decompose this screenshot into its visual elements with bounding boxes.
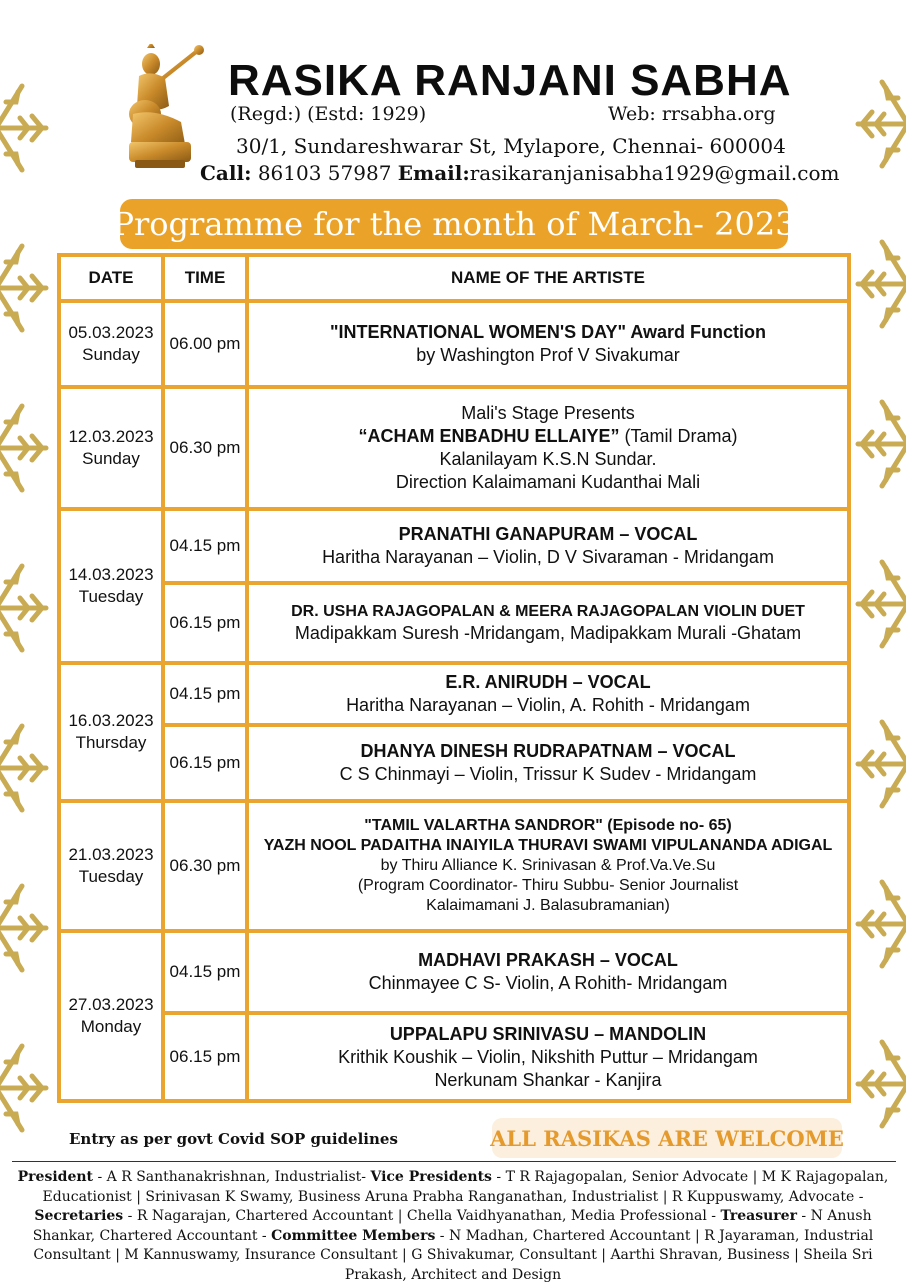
snowflake-icon xyxy=(852,394,906,494)
sabha-title: RASIKA RANJANI SABHA xyxy=(228,56,792,105)
footer-members: - R Nagarajan, Chartered Accountant | Chella Vaidhyanathan, Media Professional - xyxy=(123,1208,721,1224)
event-time: 06.15 pm xyxy=(163,583,247,663)
artiste-title: "TAMIL VALARTHA SANDROR" (Episode no- 65) xyxy=(364,817,732,834)
artiste-detail: Nerkunam Shankar - Kanjira xyxy=(434,1069,662,1090)
entry-note: Entry as per govt Covid SOP guidelines xyxy=(69,1130,398,1148)
artiste-title: PRANATHI GANAPURAM – VOCAL xyxy=(398,524,698,544)
website: Web: rrsabha.org xyxy=(608,103,776,125)
artiste-line xyxy=(249,836,847,856)
artiste-detail: Haritha Narayanan – Violin, D V Sivaraman - Mridangam xyxy=(322,547,774,567)
artiste-line xyxy=(249,448,847,471)
registration-info: (Regd:) (Estd: 1929) xyxy=(230,103,427,125)
artiste-detail: Chinmayee C S- Violin, A Rohith- Mridangam xyxy=(368,973,728,993)
event-day: Sunday xyxy=(82,449,140,468)
artiste-line xyxy=(249,671,847,694)
artiste-line xyxy=(249,1046,847,1069)
event-time: 06.00 pm xyxy=(163,301,247,387)
artiste-cell xyxy=(247,301,849,387)
artiste-line xyxy=(249,816,847,836)
artiste-line xyxy=(249,523,847,546)
event-date: 14.03.2023 xyxy=(68,565,154,584)
event-time: 04.15 pm xyxy=(163,663,247,725)
snowflake-icon xyxy=(852,874,906,974)
artiste-line xyxy=(249,896,847,916)
footer-divider xyxy=(12,1161,896,1162)
artiste-detail: Haritha Narayanan – Violin, A. Rohith - Mridangam xyxy=(346,695,750,715)
snowflake-icon xyxy=(0,398,52,498)
event-day: Sunday xyxy=(82,345,140,364)
date-cell xyxy=(59,663,163,801)
committee-footer xyxy=(10,1168,896,1285)
event-time: 06.30 pm xyxy=(163,801,247,931)
table-row xyxy=(59,509,849,583)
footer-members: - N Anush Shankar, Chartered Accountant - xyxy=(32,1208,872,1244)
snowflake-icon xyxy=(0,238,52,338)
artiste-line xyxy=(249,602,847,622)
table-row xyxy=(59,663,849,725)
artiste-detail: Mali's Stage Presents xyxy=(461,403,635,423)
artiste-title: DHANYA DINESH RUDRAPATNAM – VOCAL xyxy=(360,741,736,761)
artiste-line xyxy=(249,694,847,717)
artiste-detail: Krithik Koushik – Violin, Nikshith Puttur – Mridangam xyxy=(338,1046,758,1067)
event-date: 21.03.2023 xyxy=(68,845,154,864)
snowflake-icon xyxy=(0,878,52,978)
artiste-line xyxy=(249,546,847,569)
date-cell xyxy=(59,301,163,387)
event-time: 06.30 pm xyxy=(163,387,247,509)
table-row xyxy=(59,931,849,1013)
artiste-cell xyxy=(247,387,849,509)
artiste-line xyxy=(249,1069,847,1092)
date-cell xyxy=(59,509,163,663)
event-date: 16.03.2023 xyxy=(68,711,154,730)
artiste-line xyxy=(249,622,847,645)
contact-line xyxy=(200,161,839,185)
snowflake-icon xyxy=(852,1034,906,1134)
table-row xyxy=(59,583,849,663)
event-day: Monday xyxy=(80,1017,142,1036)
table-row xyxy=(59,801,849,931)
artiste-detail: C S Chinmayi – Violin, Trissur K Sudev - Mridangam xyxy=(339,764,757,784)
email: rasikaranjanisabha1929@gmail.com xyxy=(469,161,840,185)
footer-role: Treasurer xyxy=(720,1208,797,1224)
event-time: 04.15 pm xyxy=(163,931,247,1013)
artiste-line xyxy=(249,321,847,344)
table-row xyxy=(59,1013,849,1101)
footer-role: President xyxy=(17,1169,94,1185)
artiste-line xyxy=(249,425,847,448)
header-artiste: NAME OF THE ARTISTE xyxy=(247,255,849,301)
artiste-title: E.R. ANIRUDH – VOCAL xyxy=(445,672,651,692)
artiste-cell xyxy=(247,663,849,725)
artiste-cell xyxy=(247,725,849,801)
artiste-line xyxy=(249,344,847,367)
artiste-title: MADHAVI PRAKASH – VOCAL xyxy=(418,950,678,970)
artiste-title: UPPALAPU SRINIVASU – MANDOLIN xyxy=(389,1023,707,1044)
snowflake-icon xyxy=(852,554,906,654)
snowflake-icon xyxy=(0,558,52,658)
artiste-cell xyxy=(247,583,849,663)
artiste-line xyxy=(249,763,847,786)
programme-banner: Programme for the month of March- 2023 xyxy=(120,199,788,249)
artiste-detail: Madipakkam Suresh -Mridangam, Madipakkam Murali -Ghatam xyxy=(294,622,802,643)
snowflake-icon xyxy=(0,78,52,178)
header-date: DATE xyxy=(59,255,163,301)
header-time: TIME xyxy=(163,255,247,301)
event-date: 05.03.2023 xyxy=(68,323,154,342)
programme-table xyxy=(57,253,851,1103)
date-cell xyxy=(59,387,163,509)
artiste-line xyxy=(249,949,847,972)
event-time: 04.15 pm xyxy=(163,509,247,583)
artiste-detail: by Thiru Alliance K. Srinivasan & Prof.Va.Ve.Su xyxy=(380,857,716,874)
artiste-line xyxy=(249,740,847,763)
event-time: 06.15 pm xyxy=(163,1013,247,1101)
table-row xyxy=(59,387,849,509)
artiste-detail: Kalanilayam K.S.N Sundar. xyxy=(439,449,657,469)
footer-members: - T R Rajagopalan, Senior Advocate | M K Rajagopalan, Educationist | Srinivasan K Swamy, Business Aruna Prabha Ranganathan, Industrialist | R Kuppuswamy, Advocate - xyxy=(42,1169,889,1205)
snowflake-icon xyxy=(852,714,906,814)
call-number: 86103 57987 xyxy=(257,161,392,185)
artiste-title: “ACHAM ENBADHU ELLAIYE” xyxy=(358,426,620,446)
artiste-title: DR. USHA RAJAGOPALAN & MEERA RAJAGOPALAN VIOLIN DUET xyxy=(291,602,805,620)
artiste-detail: by Washington Prof V Sivakumar xyxy=(416,345,680,365)
address: 30/1, Sundareshwarar St, Mylapore, Chennai- 600004 xyxy=(236,134,786,158)
event-date: 12.03.2023 xyxy=(68,427,154,446)
artiste-detail: Direction Kalaimamani Kudanthai Mali xyxy=(395,472,701,492)
snowflake-icon xyxy=(852,234,906,334)
footer-role: Committee Members xyxy=(271,1227,436,1244)
artiste-cell xyxy=(247,931,849,1013)
call-label: Call: xyxy=(200,161,252,185)
footer-members: - N Madhan, Chartered Accountant | R Jayaraman, Industrial Consultant | M Kannuswamy, Insurance Consultant | G Shivakumar, Consultant | Aarthi Shravan, Business | Sheila Sri Prakash, Architect and Design xyxy=(33,1227,874,1283)
event-time: 06.15 pm xyxy=(163,725,247,801)
artiste-line xyxy=(249,471,847,494)
artiste-detail: Kalaimamani J. Balasubramanian) xyxy=(426,897,670,914)
welcome-badge: ALL RASIKAS ARE WELCOME xyxy=(492,1118,842,1158)
footer-role: Secretaries xyxy=(34,1208,124,1224)
artiste-cell xyxy=(247,1013,849,1101)
footer-role: Vice Presidents xyxy=(370,1169,492,1185)
saraswati-statue-icon xyxy=(125,44,205,170)
snowflake-icon xyxy=(0,1038,52,1138)
date-cell xyxy=(59,931,163,1101)
snowflake-icon xyxy=(852,74,906,174)
footer-members: - A R Santhanakrishnan, Industrialist- xyxy=(93,1169,371,1185)
artiste-title: YAZH NOOL PADAITHA INAIYILA THURAVI SWAMI VIPULANANDA ADIGAL xyxy=(263,837,833,854)
table-row xyxy=(59,301,849,387)
date-cell xyxy=(59,801,163,931)
artiste-cell xyxy=(247,801,849,931)
artiste-line xyxy=(249,972,847,995)
artiste-detail: (Program Coordinator- Thiru Subbu- Senior Journalist xyxy=(357,877,739,894)
event-date: 27.03.2023 xyxy=(68,995,154,1014)
event-day: Thursday xyxy=(75,733,147,752)
artiste-line xyxy=(249,856,847,876)
artiste-line xyxy=(249,876,847,896)
artiste-suffix: (Tamil Drama) xyxy=(619,426,738,446)
artiste-line xyxy=(249,1023,847,1046)
artiste-cell xyxy=(247,509,849,583)
snowflake-icon xyxy=(0,718,52,818)
artiste-line xyxy=(249,402,847,425)
table-row xyxy=(59,725,849,801)
email-label: Email: xyxy=(397,161,470,185)
table-header-row xyxy=(59,255,849,301)
artiste-title: "INTERNATIONAL WOMEN'S DAY" Award Function xyxy=(329,322,767,342)
event-day: Tuesday xyxy=(78,587,144,606)
event-day: Tuesday xyxy=(78,867,144,886)
